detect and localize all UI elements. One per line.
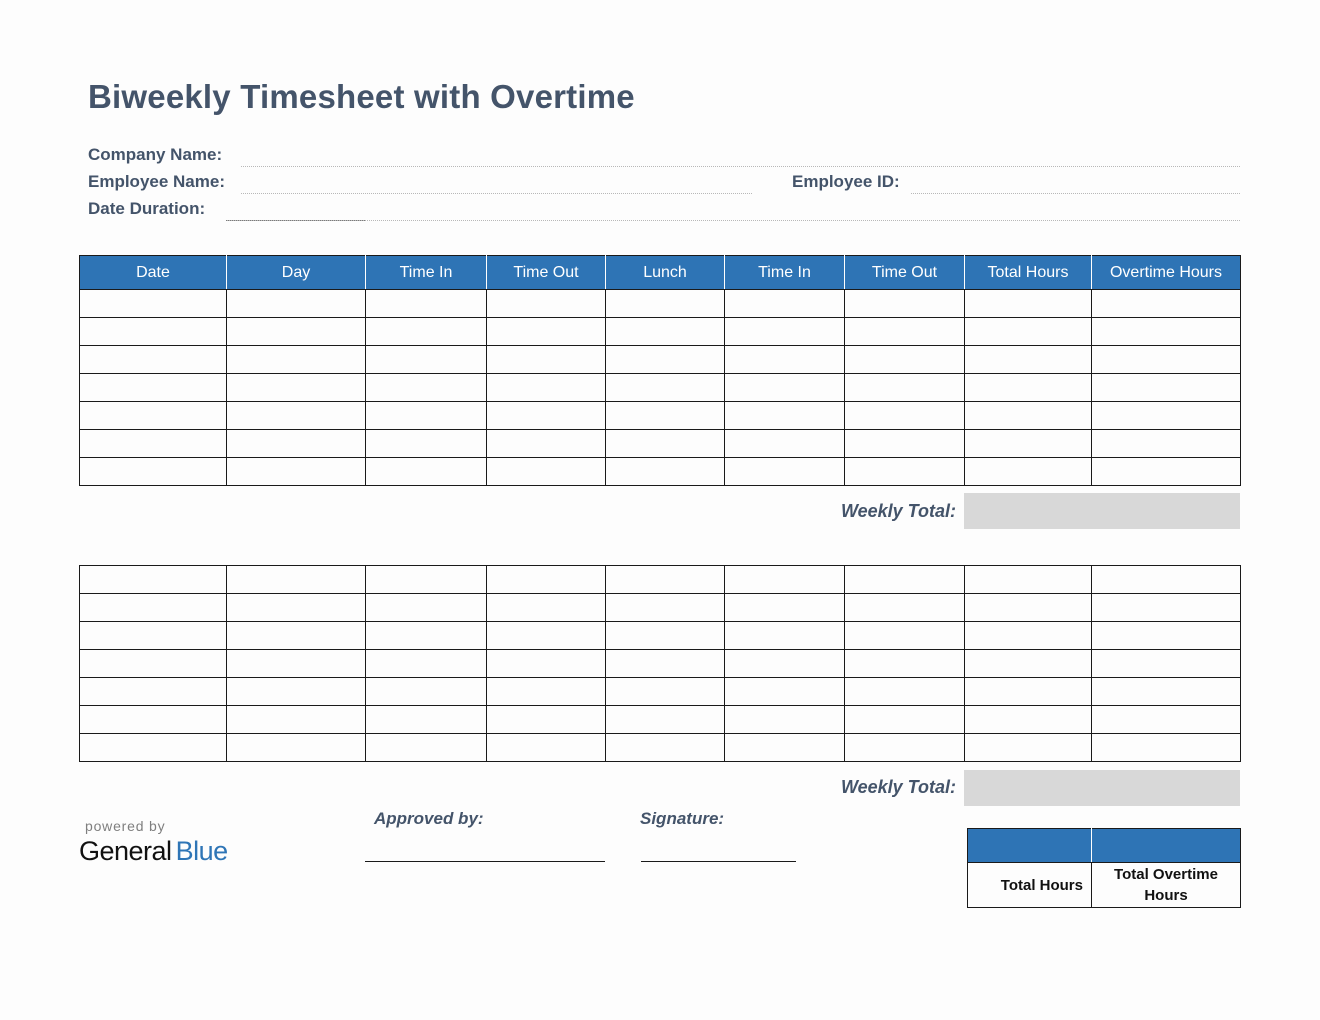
employee-name-field[interactable] — [241, 193, 752, 194]
table-cell[interactable] — [1092, 290, 1241, 318]
table-cell[interactable] — [80, 430, 227, 458]
table-cell[interactable] — [366, 290, 487, 318]
table-cell[interactable] — [965, 402, 1092, 430]
table-cell[interactable] — [845, 734, 965, 762]
table-cell[interactable] — [606, 650, 725, 678]
week1-weekly-total-label: Weekly Total: — [840, 501, 956, 521]
table-cell[interactable] — [80, 458, 227, 486]
table-cell[interactable] — [845, 290, 965, 318]
table-cell[interactable] — [606, 706, 725, 734]
table-cell[interactable] — [227, 650, 366, 678]
table-cell[interactable] — [845, 650, 965, 678]
column-header-time-out: Time Out — [487, 256, 606, 290]
table-cell[interactable] — [965, 318, 1092, 346]
table-cell[interactable] — [227, 402, 366, 430]
table-cell[interactable] — [606, 734, 725, 762]
table-cell[interactable] — [965, 374, 1092, 402]
approved-by-field[interactable] — [365, 861, 605, 862]
column-header-time-out-2: Time Out — [845, 256, 965, 290]
column-header-lunch: Lunch — [606, 256, 725, 290]
table-cell[interactable] — [606, 622, 725, 650]
table-cell[interactable] — [725, 402, 845, 430]
table-cell[interactable] — [366, 374, 487, 402]
table-cell[interactable] — [725, 458, 845, 486]
table-cell[interactable] — [487, 566, 606, 594]
table-cell[interactable] — [366, 566, 487, 594]
signature-field[interactable] — [641, 861, 796, 862]
table-cell[interactable] — [725, 706, 845, 734]
table-cell[interactable] — [227, 318, 366, 346]
table-cell[interactable] — [487, 374, 606, 402]
date-duration-field-segment — [226, 220, 365, 221]
employee-id-label: Employee ID: — [792, 172, 900, 191]
table-cell[interactable] — [845, 706, 965, 734]
table-row — [80, 290, 1241, 318]
table-cell[interactable] — [366, 678, 487, 706]
table-row — [80, 318, 1241, 346]
table-cell[interactable] — [725, 650, 845, 678]
column-header-total-hours: Total Hours — [965, 256, 1092, 290]
table-cell[interactable] — [1092, 346, 1241, 374]
week2-timesheet-table — [79, 565, 1241, 762]
table-cell[interactable] — [845, 346, 965, 374]
table-cell[interactable] — [606, 290, 725, 318]
table-cell[interactable] — [725, 430, 845, 458]
table-row — [80, 706, 1241, 734]
table-cell[interactable] — [965, 566, 1092, 594]
week1-weekly-total-value[interactable] — [964, 493, 1240, 529]
table-cell[interactable] — [366, 706, 487, 734]
table-cell[interactable] — [366, 318, 487, 346]
table-cell[interactable] — [366, 402, 487, 430]
table-cell[interactable] — [606, 678, 725, 706]
table-cell[interactable] — [80, 650, 227, 678]
table-cell[interactable] — [965, 430, 1092, 458]
table-cell[interactable] — [1092, 622, 1241, 650]
table-cell[interactable] — [965, 706, 1092, 734]
table-cell[interactable] — [845, 458, 965, 486]
table-cell[interactable] — [965, 734, 1092, 762]
table-cell[interactable] — [606, 318, 725, 346]
table-cell[interactable] — [965, 594, 1092, 622]
table-cell[interactable] — [80, 594, 227, 622]
table-cell[interactable] — [725, 734, 845, 762]
table-cell[interactable] — [80, 622, 227, 650]
table-cell[interactable] — [965, 678, 1092, 706]
table-cell[interactable] — [606, 346, 725, 374]
table-cell[interactable] — [227, 566, 366, 594]
table-row — [80, 678, 1241, 706]
table-cell[interactable] — [1092, 402, 1241, 430]
table-cell[interactable] — [366, 650, 487, 678]
table-cell[interactable] — [487, 346, 606, 374]
table-row — [80, 622, 1241, 650]
page-title: Biweekly Timesheet with Overtime — [88, 78, 635, 115]
table-cell[interactable] — [366, 622, 487, 650]
table-cell[interactable] — [487, 458, 606, 486]
week2-weekly-total-value[interactable] — [964, 770, 1240, 806]
table-cell[interactable] — [1092, 650, 1241, 678]
date-duration-field[interactable] — [226, 220, 1240, 221]
company-name-field[interactable] — [241, 166, 1240, 167]
table-row — [80, 594, 1241, 622]
table-cell[interactable] — [1092, 734, 1241, 762]
table-cell[interactable] — [80, 678, 227, 706]
table-cell[interactable] — [965, 290, 1092, 318]
summary-label-row — [968, 863, 1241, 908]
table-cell[interactable] — [80, 318, 227, 346]
date-duration-label: Date Duration: — [88, 199, 206, 218]
table-cell[interactable] — [366, 734, 487, 762]
table-cell[interactable] — [227, 706, 366, 734]
employee-id-field[interactable] — [911, 193, 1240, 194]
table-cell[interactable] — [227, 622, 366, 650]
table-cell[interactable] — [725, 678, 845, 706]
column-header-time-in-2: Time In — [725, 256, 845, 290]
table-cell[interactable] — [725, 566, 845, 594]
table-cell[interactable] — [487, 706, 606, 734]
table-cell[interactable] — [845, 594, 965, 622]
summary-total-overtime-label: Total Overtime Hours — [1092, 863, 1241, 908]
table-cell[interactable] — [487, 734, 606, 762]
column-header-day: Day — [227, 256, 366, 290]
table-cell[interactable] — [80, 566, 227, 594]
table-row — [80, 650, 1241, 678]
signature-label: Signature: — [640, 809, 725, 828]
table-header-row — [80, 256, 1241, 290]
week1-timesheet-table — [79, 255, 1241, 486]
table-cell[interactable] — [725, 374, 845, 402]
table-cell[interactable] — [487, 402, 606, 430]
table-cell[interactable] — [487, 290, 606, 318]
summary-total-overtime-value[interactable] — [1092, 829, 1241, 863]
table-cell[interactable] — [366, 346, 487, 374]
table-cell[interactable] — [366, 458, 487, 486]
table-cell[interactable] — [227, 374, 366, 402]
table-cell[interactable] — [227, 594, 366, 622]
table-cell[interactable] — [487, 678, 606, 706]
table-cell[interactable] — [227, 290, 366, 318]
table-cell[interactable] — [845, 622, 965, 650]
table-row — [80, 374, 1241, 402]
table-cell[interactable] — [1092, 374, 1241, 402]
table-cell[interactable] — [606, 430, 725, 458]
table-cell[interactable] — [1092, 458, 1241, 486]
table-cell[interactable] — [965, 458, 1092, 486]
table-cell[interactable] — [487, 650, 606, 678]
table-cell[interactable] — [80, 290, 227, 318]
table-cell[interactable] — [965, 650, 1092, 678]
table-cell[interactable] — [845, 318, 965, 346]
table-cell[interactable] — [227, 346, 366, 374]
table-cell[interactable] — [606, 594, 725, 622]
column-header-time-in: Time In — [366, 256, 487, 290]
table-cell[interactable] — [80, 374, 227, 402]
table-cell[interactable] — [725, 594, 845, 622]
table-cell[interactable] — [80, 706, 227, 734]
table-cell[interactable] — [725, 290, 845, 318]
table-row — [80, 566, 1241, 594]
table-cell[interactable] — [1092, 594, 1241, 622]
company-name-label: Company Name: — [88, 145, 223, 164]
summary-totals-table — [967, 828, 1241, 908]
logo-general-text: General — [79, 836, 172, 866]
table-cell[interactable] — [487, 594, 606, 622]
table-cell[interactable] — [80, 346, 227, 374]
approved-by-label: Approved by: — [374, 809, 484, 828]
table-cell[interactable] — [487, 622, 606, 650]
table-row — [80, 430, 1241, 458]
table-cell[interactable] — [1092, 318, 1241, 346]
employee-name-label: Employee Name: — [88, 172, 225, 191]
table-cell[interactable] — [845, 430, 965, 458]
table-cell[interactable] — [606, 566, 725, 594]
table-cell[interactable] — [606, 402, 725, 430]
table-cell[interactable] — [725, 346, 845, 374]
summary-value-row — [968, 829, 1241, 863]
table-cell[interactable] — [725, 318, 845, 346]
table-cell[interactable] — [725, 622, 845, 650]
table-cell[interactable] — [227, 430, 366, 458]
table-cell[interactable] — [845, 402, 965, 430]
table-cell[interactable] — [845, 374, 965, 402]
generalblue-logo[interactable] — [79, 836, 228, 867]
table-cell[interactable] — [80, 402, 227, 430]
table-cell[interactable] — [1092, 430, 1241, 458]
table-cell[interactable] — [965, 346, 1092, 374]
table-cell[interactable] — [965, 622, 1092, 650]
column-header-date: Date — [80, 256, 227, 290]
table-cell[interactable] — [845, 566, 965, 594]
table-cell[interactable] — [1092, 566, 1241, 594]
table-row — [80, 734, 1241, 762]
table-cell[interactable] — [606, 458, 725, 486]
summary-total-hours-value[interactable] — [968, 829, 1092, 863]
table-cell[interactable] — [487, 430, 606, 458]
table-row — [80, 458, 1241, 486]
summary-total-hours-label: Total Hours — [968, 863, 1092, 908]
table-cell[interactable] — [1092, 678, 1241, 706]
week2-weekly-total-label: Weekly Total: — [840, 777, 956, 797]
logo-blue-text: Blue — [175, 836, 228, 866]
table-cell[interactable] — [487, 318, 606, 346]
column-header-overtime-hours: Overtime Hours — [1092, 256, 1241, 290]
table-cell[interactable] — [366, 594, 487, 622]
table-row — [80, 402, 1241, 430]
table-cell[interactable] — [80, 734, 227, 762]
powered-by-text: powered by — [85, 818, 166, 834]
table-cell[interactable] — [366, 430, 487, 458]
table-cell[interactable] — [227, 458, 366, 486]
table-cell[interactable] — [845, 678, 965, 706]
table-row — [80, 346, 1241, 374]
table-cell[interactable] — [1092, 706, 1241, 734]
table-cell[interactable] — [227, 734, 366, 762]
table-cell[interactable] — [606, 374, 725, 402]
table-cell[interactable] — [227, 678, 366, 706]
